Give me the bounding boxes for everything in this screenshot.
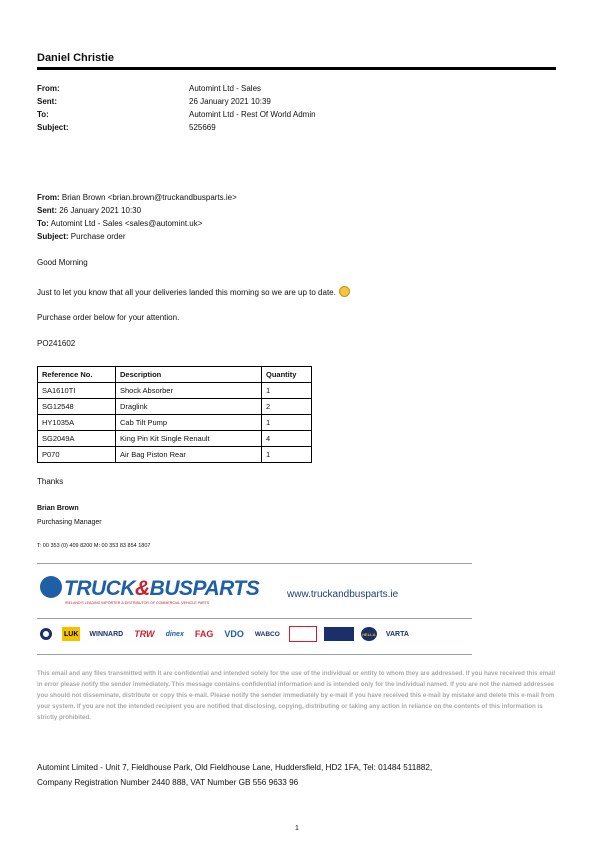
table-row xyxy=(38,431,312,447)
smiley-emoji-icon xyxy=(339,286,350,297)
signature-phone: T: 00 353 (0) 409 8200 M: 00 353 83 854 1807 xyxy=(37,543,151,549)
signature-role: Purchasing Manager xyxy=(37,519,102,526)
body-line-1 xyxy=(37,286,350,297)
brand-wabco-logo: WABCO xyxy=(254,630,280,638)
banner-top-rule xyxy=(37,563,472,564)
logo-badge-icon xyxy=(40,576,62,598)
table-row xyxy=(38,447,312,463)
fwd-to-label: To: xyxy=(37,219,49,228)
table-cell: King Pin Kit Single Renault xyxy=(116,431,262,447)
table-cell: SG2049A xyxy=(38,431,116,447)
table-cell: 1 xyxy=(262,447,312,463)
brand-dinex-logo: dinex xyxy=(165,630,184,638)
header-subject-value: 525669 xyxy=(189,123,216,132)
table-cell: Draglink xyxy=(116,399,262,415)
sender-name: Daniel Christie xyxy=(37,52,115,64)
table-cell: P070 xyxy=(38,447,116,463)
company-banner xyxy=(37,563,472,655)
table-header-cell: Reference No. xyxy=(38,367,116,383)
logo-text-2: BUSPARTS xyxy=(149,577,260,600)
logo-ampersand: & xyxy=(135,577,150,600)
fwd-subject-value: Purchase order xyxy=(70,232,126,241)
fwd-subject-row xyxy=(37,232,126,241)
brand-trw-logo: TRW xyxy=(134,629,155,639)
brand-hella-logo: HELLA xyxy=(361,627,377,641)
fwd-from-label: From: xyxy=(37,193,60,202)
table-cell: 1 xyxy=(262,383,312,399)
brand-logos-row xyxy=(37,624,472,644)
table-row xyxy=(38,383,312,399)
truck-bus-parts-logo xyxy=(40,576,259,601)
thanks: Thanks xyxy=(37,477,64,486)
signature-name: Brian Brown xyxy=(37,505,79,512)
header-to-value: Automint Ltd - Rest Of World Admin xyxy=(189,110,316,119)
page-number: 1 xyxy=(295,825,299,832)
table-cell: 4 xyxy=(262,431,312,447)
table-cell: SG12548 xyxy=(38,399,116,415)
header-subject-label: Subject: xyxy=(37,123,69,132)
fwd-subject-label: Subject: xyxy=(37,232,69,241)
fwd-from-row xyxy=(37,193,237,202)
footer-address-line-2: Company Registration Number 2440 888, VAT Number GB 556 9633 96 xyxy=(37,778,299,787)
table-row xyxy=(38,399,312,415)
banner-bottom-rule xyxy=(37,654,472,655)
header-to-label: To: xyxy=(37,110,49,119)
website-link[interactable]: www.truckandbusparts.ie xyxy=(287,589,399,600)
fwd-to-row xyxy=(37,219,202,228)
logo-tagline: IRELAND'S LEADING IMPORTER & DISTRIBUTOR OF COMMERCIAL VEHICLE PARTS xyxy=(65,601,210,605)
table-header-cell: Description xyxy=(116,367,262,383)
footer-address-line-1: Automint Limited - Unit 7, Fieldhouse Park, Old Fieldhouse Lane, Huddersfield, HD2 1FA, Tel: 01484 511882, xyxy=(37,763,433,772)
table-cell: 2 xyxy=(262,399,312,415)
fwd-sent-row xyxy=(37,206,141,215)
header-from-label: From: xyxy=(37,84,60,93)
logo-text-1: TRUCK xyxy=(64,577,135,600)
brand-badge-icon xyxy=(37,627,55,641)
fwd-from-value[interactable]: Brian Brown <brian.brown@truckandbusparts.ie> xyxy=(61,193,237,202)
table-row xyxy=(38,415,312,431)
purchase-order-table xyxy=(37,366,312,463)
header-sent-value: 26 January 2021 10:39 xyxy=(189,97,271,106)
table-cell: Cab Tilt Pump xyxy=(116,415,262,431)
fwd-sent-value: 26 January 2021 10:30 xyxy=(59,206,142,215)
fwd-sent-label: Sent: xyxy=(37,206,57,215)
banner-mid-rule xyxy=(37,618,472,619)
table-cell: HY1035A xyxy=(38,415,116,431)
brand-winnard-logo: WINNARD xyxy=(89,630,124,638)
brand-luk-logo: LUK xyxy=(62,627,80,641)
brand-fag-logo: FAG xyxy=(194,629,214,639)
company-footer xyxy=(37,760,432,790)
brand-blue-badge-icon xyxy=(324,627,354,641)
greeting: Good Morning xyxy=(37,258,88,267)
body-line-2: Purchase order below for your attention. xyxy=(37,313,180,322)
po-number: PO241602 xyxy=(37,339,76,348)
table-cell: 1 xyxy=(262,415,312,431)
table-cell: Shock Absorber xyxy=(116,383,262,399)
header-sent-label: Sent: xyxy=(37,97,57,106)
table-cell: Air Bag Piston Rear xyxy=(116,447,262,463)
brand-vdo-logo: VDO xyxy=(224,629,244,639)
header-from-value: Automint Ltd - Sales xyxy=(189,84,262,93)
table-cell: SA1610TI xyxy=(38,383,116,399)
body-line-1-text: Just to let you know that all your deliveries landed this morning so we are up to date. xyxy=(37,288,336,297)
fwd-to-value[interactable]: Automint Ltd - Sales <sales@automint.uk> xyxy=(50,219,203,228)
email-disclaimer: This email and any files transmitted with it are confidential and intended solely for the use of the individual or entity to whom they are addressed. If you have received this email in error please notify the sender immediately. This message contains confidential information and is intended only for the individual named. If you are not the named addressee you should not disseminate, distribute or copy this e-mail. Please notify the sender immediately by e-mail if you have received this e-mail by mistake and delete this e-mail from your system. If you are not the intended recipient you are notified that disclosing, copying, distributing or taking any action in reliance on the contents of this information is strictly prohibited. xyxy=(37,670,556,721)
table-header-row xyxy=(38,367,312,383)
header-rule xyxy=(37,67,556,70)
table-header-cell: Quantity xyxy=(262,367,312,383)
brand-ferodo-badge-icon xyxy=(289,626,317,642)
brand-varta-logo: VARTA xyxy=(385,630,409,638)
